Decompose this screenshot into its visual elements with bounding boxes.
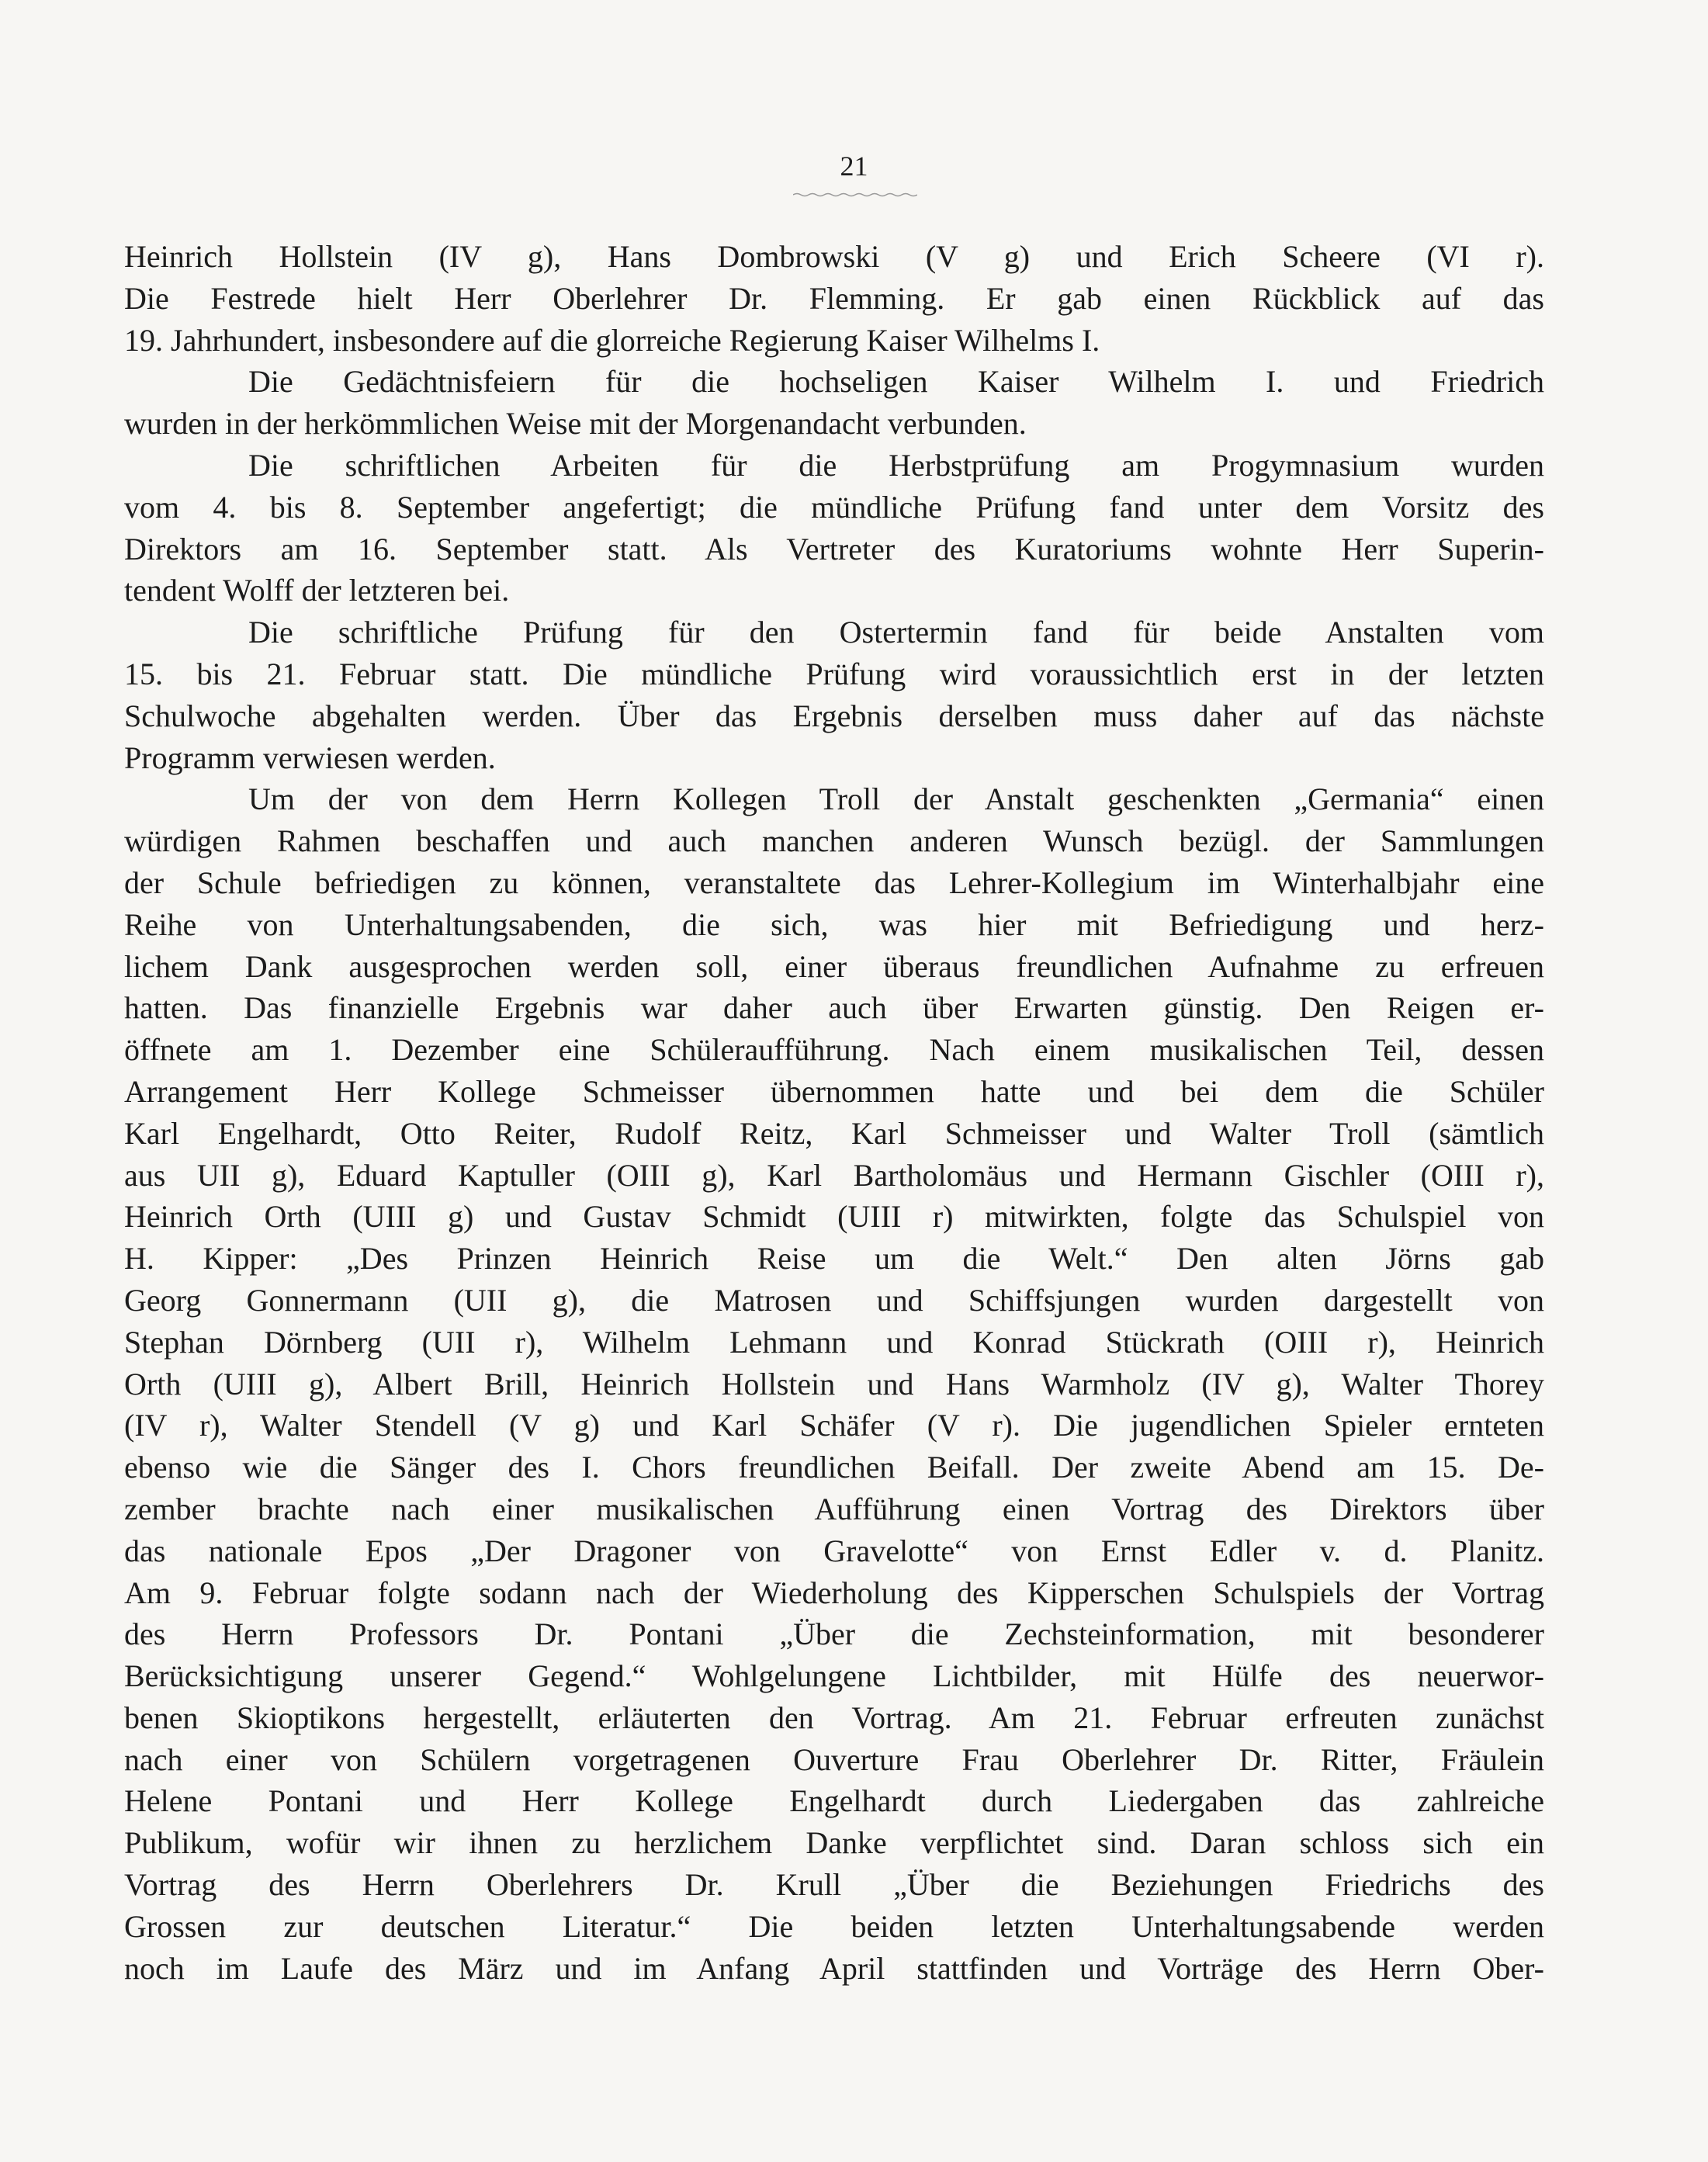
text-line: Publikum, wofür wir ihnen zu herzlichem Danke verpflichtet sind. Daran schloss sich ein [124,1825,1544,1861]
page-number: 21 [840,151,868,182]
body-text [124,236,1544,1989]
text-line: zember brachte nach einer musikalischen Aufführung einen Vortrag des Direktors über [124,1491,1544,1526]
text-line: aus UII g), Eduard Kaptuller (OIII g), Karl Bartholomäus und Hermann Gischler (OIII r), [124,1157,1544,1193]
text-line: hatten. Das finanzielle Ergebnis war daher auch über Erwarten günstig. Den Reigen er- [124,990,1544,1026]
text-line: 15. bis 21. Februar statt. Die mündliche Prüfung wird voraussichtlich erst in der letzten [124,656,1544,691]
text-line: Helene Pontani und Herr Kollege Engelhardt durch Liedergaben das zahlreiche [124,1783,1544,1819]
text-line: Orth (UIII g), Albert Brill, Heinrich Hollstein und Hans Warmholz (IV g), Walter Thorey [124,1366,1544,1401]
text-line: Programm verwiesen werden. [124,740,496,775]
text-line: Direktors am 16. September statt. Als Vertreter des Kuratoriums wohnte Herr Superin- [124,531,1544,566]
text-line: vom 4. bis 8. September angefertigt; die mündliche Prüfung fand unter dem Vorsitz des [124,489,1544,525]
page-number-ornament [793,192,917,197]
text-line: Um der von dem Herrn Kollegen Troll der Anstalt geschenkten „Germania“ einen [248,781,1544,817]
text-line: Heinrich Orth (UIII g) und Gustav Schmidt (UIII r) mitwirkten, folgte das Schulspiel von [124,1199,1544,1235]
paragraph [124,778,1544,1989]
paragraph [124,612,1544,778]
text-line: Die Festrede hielt Herr Oberlehrer Dr. Flemming. Er gab einen Rückblick auf das [124,280,1544,316]
text-line: benen Skioptikons hergestellt, erläuterten den Vortrag. Am 21. Februar erfreuten zunächst [124,1699,1544,1735]
paragraph [124,361,1544,445]
text-line: H. Kipper: „Des Prinzen Heinrich Reise um die Welt.“ Den alten Jörns gab [124,1241,1544,1277]
bleed-through-shadow [1584,0,1708,2162]
text-line: lichem Dank ausgesprochen werden soll, einer überaus freundlichen Aufnahme zu erfreuen [124,948,1544,984]
text-line: Die schriftlichen Arbeiten für die Herbstprüfung am Progymnasium wurden [248,447,1544,483]
text-line: Schulwoche abgehalten werden. Über das Ergebnis derselben muss daher auf das nächste [124,698,1544,733]
text-line: wurden in der herkömmlichen Weise mit der Morgenandacht verbunden. [124,406,1027,442]
text-line: 19. Jahrhundert, insbesondere auf die glorreiche Regierung Kaiser Wilhelms I. [124,322,1100,358]
text-line: tendent Wolff der letzteren bei. [124,573,510,608]
text-line: Reihe von Unterhaltungsabenden, die sich, was hier mit Befriedigung und herz- [124,906,1544,942]
text-line: Karl Engelhardt, Otto Reiter, Rudolf Reitz, Karl Schmeisser und Walter Troll (sämtlich [124,1115,1544,1151]
paragraph [124,445,1544,612]
text-line: noch im Laufe des März und im Anfang April stattfinden und Vorträge des Herrn Ober- [124,1950,1544,1986]
text-line: (IV r), Walter Stendell (V g) und Karl Schäfer (V r). Die jugendlichen Spieler ernteten [124,1408,1544,1443]
text-line: Die Gedächtnisfeiern für die hochseligen Kaiser Wilhelm I. und Friedrich [248,364,1544,400]
text-line: das nationale Epos „Der Dragoner von Gravelotte“ von Ernst Edler v. d. Planitz. [124,1533,1544,1568]
text-line: ebenso wie die Sänger des I. Chors freundlichen Beifall. Der zweite Abend am 15. De- [124,1450,1544,1485]
text-line: nach einer von Schülern vorgetragenen Ouverture Frau Oberlehrer Dr. Ritter, Fräulein [124,1741,1544,1777]
text-line: Stephan Dörnberg (UII r), Wilhelm Lehmann und Konrad Stückrath (OIII r), Heinrich [124,1324,1544,1360]
text-line: würdigen Rahmen beschaffen und auch manchen anderen Wunsch bezügl. der Sammlungen [124,823,1544,859]
text-line: Die schriftliche Prüfung für den Ostertermin fand für beide Anstalten vom [248,615,1544,650]
text-line: Arrangement Herr Kollege Schmeisser übernommen hatte und bei dem die Schüler [124,1073,1544,1109]
text-line: Vortrag des Herrn Oberlehrers Dr. Krull „Über die Beziehungen Friedrichs des [124,1867,1544,1903]
text-line: öffnete am 1. Dezember eine Schüleraufführung. Nach einem musikalischen Teil, dessen [124,1032,1544,1068]
text-line: Grossen zur deutschen Literatur.“ Die beiden letzten Unterhaltungsabende werden [124,1908,1544,1944]
text-line: Am 9. Februar folgte sodann nach der Wiederholung des Kipperschen Schulspiels der Vortrag [124,1575,1544,1610]
text-line: der Schule befriedigen zu können, veranstaltete das Lehrer-Kollegium im Winterhalbjahr eine [124,864,1544,900]
text-line: des Herrn Professors Dr. Pontani „Über die Zechsteinformation, mit besonderer [124,1616,1544,1652]
paragraph [124,236,1544,361]
text-line: Berücksichtigung unserer Gegend.“ Wohlgelungene Lichtbilder, mit Hülfe des neuerwor- [124,1658,1544,1694]
text-line: Georg Gonnermann (UII g), die Matrosen und Schiffsjungen wurden dargestellt von [124,1282,1544,1318]
text-line: Heinrich Hollstein (IV g), Hans Dombrowski (V g) und Erich Scheere (VI r). [124,239,1544,274]
